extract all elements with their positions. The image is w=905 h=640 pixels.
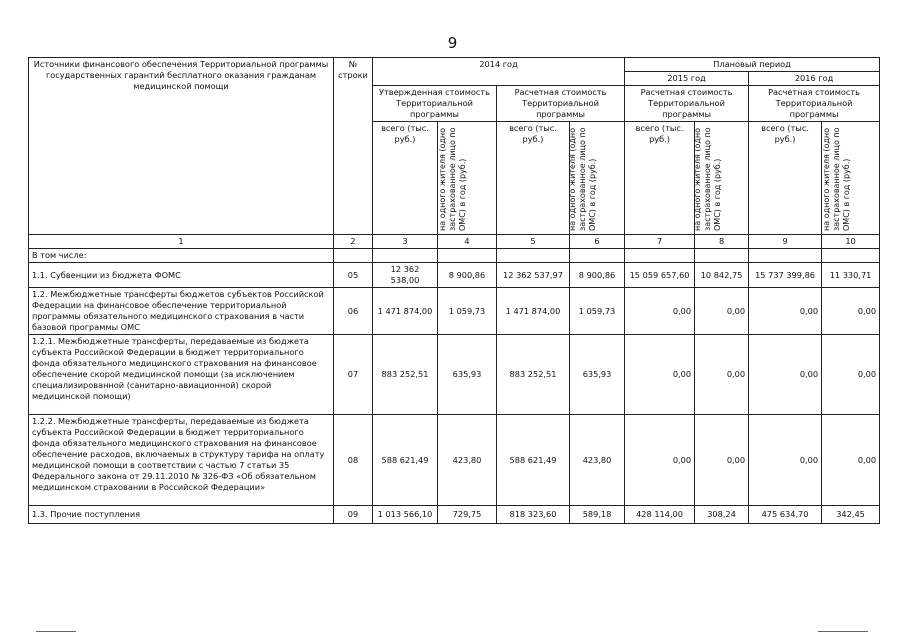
cell-value: 308,24: [695, 506, 749, 524]
header-year-2015: 2015 год: [625, 72, 749, 86]
header-source: Источники финансового обеспечения Территориальной программы государственных гарантий бесплатного оказания гражданам медицинской помощи: [29, 58, 334, 235]
cell-value: 1 013 566,10: [373, 506, 438, 524]
row-label: 1.2. Межбюджетные трансферты бюджетов субъектов Российской Федерации на финансовое обеспечение территориальной программы обязательного медицинского страхования в части базовой программы ОМС: [29, 288, 334, 335]
cell-value: 635,93: [438, 335, 497, 415]
footer-rule: [36, 631, 76, 632]
col-number: 9: [749, 235, 822, 249]
col-number: 4: [438, 235, 497, 249]
row-label: 1.2.2. Межбюджетные трансферты, передаваемые из бюджета субъекта Российской Федерации в бюджет территориального фонда обязательного медицинского страхования на финансовое обеспечение расходов, включаемых в структуру тарифа на оплату медицинской помощи в соответствии с частью 7 статьи 35 Федерального закона от 29.11.2010 № 326-ФЗ «Об обязательном медицинском страховании в Российской Федерации»: [29, 415, 334, 506]
row-label: 1.1. Субвенции из бюджета ФОМС: [29, 263, 334, 288]
cell-value: 883 252,51: [497, 335, 570, 415]
header-total: всего (тыс. руб.): [373, 122, 438, 235]
cell-value: 0,00: [625, 288, 695, 335]
col-number: 10: [822, 235, 880, 249]
header-year-2014: 2014 год: [373, 58, 625, 86]
cell-value: 10 842,75: [695, 263, 749, 288]
cell-value: 588 621,49: [373, 415, 438, 506]
cell-value: 428 114,00: [625, 506, 695, 524]
footer-rule: [818, 631, 868, 632]
table-row: [29, 249, 880, 263]
cell-value: 0,00: [749, 415, 822, 506]
col-number: 3: [373, 235, 438, 249]
in-that-number-label: В том числе:: [29, 249, 334, 263]
row-number: 07: [334, 335, 373, 415]
row-number: 06: [334, 288, 373, 335]
cell-value: 0,00: [625, 415, 695, 506]
cell-value: 589,18: [570, 506, 625, 524]
cell-value: 818 323,60: [497, 506, 570, 524]
header-total: всего (тыс. руб.): [625, 122, 695, 235]
header-planning-period: Плановый период: [625, 58, 880, 72]
cell-value: 12 362 538,00: [373, 263, 438, 288]
header-calc-cost-2016: Расчетная стоимость Территориальной программы: [749, 86, 880, 122]
row-label: 1.3. Прочие поступления: [29, 506, 334, 524]
header-per-person: на одного жителя (одно застрахованное лицо по ОМС) в год (руб.): [438, 122, 497, 235]
header-per-person: на одного жителя (одно застрахованное лицо по ОМС) в год (руб.): [570, 122, 625, 235]
cell-value: 8 900,86: [438, 263, 497, 288]
table-row: [29, 506, 880, 524]
financing-table: [28, 57, 880, 524]
cell-value: 635,93: [570, 335, 625, 415]
cell-value: 11 330,71: [822, 263, 880, 288]
table-row: [29, 335, 880, 415]
cell-value: 0,00: [625, 335, 695, 415]
cell-value: 883 252,51: [373, 335, 438, 415]
header-year-2016: 2016 год: [749, 72, 880, 86]
table-row: [29, 263, 880, 288]
cell-value: 423,80: [570, 415, 625, 506]
cell-value: 0,00: [822, 288, 880, 335]
table-row: [29, 415, 880, 506]
cell-value: 0,00: [749, 288, 822, 335]
header-calc-cost-2015: Расчетная стоимость Территориальной программы: [625, 86, 749, 122]
page-number: 9: [447, 34, 458, 52]
cell-value: 8 900,86: [570, 263, 625, 288]
row-number: 09: [334, 506, 373, 524]
cell-value: 0,00: [695, 335, 749, 415]
col-number: 7: [625, 235, 695, 249]
cell-value: 342,45: [822, 506, 880, 524]
cell-value: 1 471 874,00: [497, 288, 570, 335]
row-number: 05: [334, 263, 373, 288]
header-row-number: № строки: [334, 58, 373, 235]
header-approved-cost: Утвержденная стоимость Территориальной программы: [373, 86, 497, 122]
cell-value: 0,00: [822, 335, 880, 415]
col-number: 5: [497, 235, 570, 249]
header-per-person: на одного жителя (одно застрахованное лицо по ОМС) в год (руб.): [822, 122, 880, 235]
col-number: 1: [29, 235, 334, 249]
cell-value: 1 059,73: [438, 288, 497, 335]
cell-value: 15 059 657,60: [625, 263, 695, 288]
row-number: 08: [334, 415, 373, 506]
cell-value: 1 471 874,00: [373, 288, 438, 335]
header-per-person: на одного жителя (одно застрахованное лицо по ОМС) в год (руб.): [695, 122, 749, 235]
cell-value: 0,00: [695, 415, 749, 506]
row-label: 1.2.1. Межбюджетные трансферты, передаваемые из бюджета субъекта Российской Федерации в бюджет территориального фонда обязательного медицинского страхования на финансовое обеспечение скорой медицинской помощи (за исключением специализированной (санитарно-авиационной) скорой медицинской помощи): [29, 335, 334, 415]
cell-value: 729,75: [438, 506, 497, 524]
cell-value: 0,00: [749, 335, 822, 415]
cell-value: 0,00: [822, 415, 880, 506]
cell-value: 1 059,73: [570, 288, 625, 335]
header-total: всего (тыс. руб.): [749, 122, 822, 235]
column-numbers-row: [29, 235, 880, 249]
col-number: 6: [570, 235, 625, 249]
col-number: 2: [334, 235, 373, 249]
cell-value: 15 737 399,86: [749, 263, 822, 288]
cell-value: 423,80: [438, 415, 497, 506]
header-total: всего (тыс. руб.): [497, 122, 570, 235]
table-row: [29, 288, 880, 335]
col-number: 8: [695, 235, 749, 249]
cell-value: 588 621,49: [497, 415, 570, 506]
cell-value: 12 362 537,97: [497, 263, 570, 288]
cell-value: 0,00: [695, 288, 749, 335]
cell-value: 475 634,70: [749, 506, 822, 524]
header-calc-cost-2014: Расчетная стоимость Территориальной программы: [497, 86, 625, 122]
